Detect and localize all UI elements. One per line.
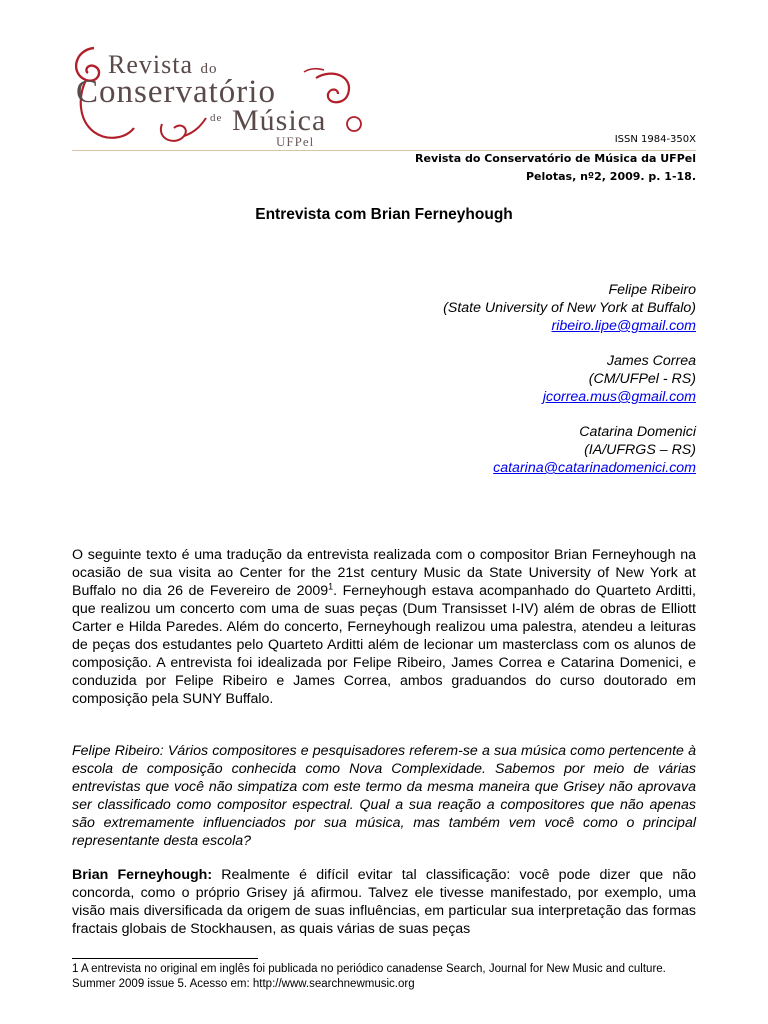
author-affiliation: (State University of New York at Buffalo) <box>443 300 696 316</box>
author-list <box>443 281 696 494</box>
author-affiliation: (CM/UFPel - RS) <box>588 371 696 387</box>
logo-line-revista: Revista do <box>108 50 218 79</box>
issue-info: Pelotas, nº2, 2009. p. 1-18. <box>526 170 696 183</box>
intro-paragraph <box>72 546 696 708</box>
journal-name: Revista do Conservatório de Música da UFPel <box>415 152 696 165</box>
author-block <box>443 281 696 335</box>
author-affiliation: (IA/UFRGS – RS) <box>584 442 696 458</box>
speaker-label: Brian Ferneyhough: <box>72 867 213 883</box>
author-email-link[interactable]: catarina@catarinadomenici.com <box>493 460 696 476</box>
author-email-link[interactable]: jcorrea.mus@gmail.com <box>542 389 696 405</box>
footnote-rule <box>72 958 258 959</box>
author-name: Catarina Domenici <box>579 424 696 440</box>
header-rule <box>72 150 696 151</box>
issn-text: ISSN 1984-350X <box>614 134 696 145</box>
footnote-reference[interactable]: 1 <box>328 581 334 592</box>
author-email-link[interactable]: ribeiro.lipe@gmail.com <box>551 318 696 334</box>
author-block <box>443 423 696 477</box>
logo-line-de: de <box>210 112 223 124</box>
logo-line-conservatorio: Conservatório <box>76 74 276 110</box>
author-block <box>443 352 696 406</box>
logo-line-ufpel: UFPel <box>276 134 315 149</box>
question-paragraph: Felipe Ribeiro: Vários compositores e pesquisadores referem-se a sua música como pertencente à escola de composição conhecida como Nova Complexidade. Sabemos por meio de várias entrevistas que você não simpatiza com este termo da mesma maneira que Grisey não aprovava ser classificado como compositor espectral. Qual a sua reação a compositores que não apenas são extremamente influenciados por sua música, mas também vem você como o principal representante desta escola? <box>72 743 696 849</box>
intro-text-part1: O seguinte texto é uma tradução da entrevista realizada com o compositor Brian Ferneyhough na ocasião de sua visita ao Center for the 21st century Music da State University of New York at Buffalo no dia 26 de Fevereiro de 2009 <box>72 547 696 599</box>
intro-text-part2: . Ferneyhough estava acompanhado do Quarteto Arditti, que realizou um concerto com uma de suas peças (Dum Transisset I-IV) além de obras de Elliott Carter e Hilda Paredes. Além do concerto, Ferneyhough realizou uma palestra, atendeu a leituras de peças dos estudantes pelo Quarteto Arditti além de lecionar um masterclass com os alunos de composição. A entrevista foi idealizada por Felipe Ribeiro, James Correa e Catarina Domenici, e conduzida por Felipe Ribeiro e James Correa, ambos graduandos do curso doutorado em composição pela SUNY Buffalo. <box>72 583 696 707</box>
answer-text: Realmente é difícil evitar tal classificação: você pode dizer que não concorda, como o próprio Grisey já afirmou. Talvez ele tivesse manifestado, por exemplo, uma visão mais diversificada da origem de suas influências, em particular sua interpretação das formas fractais globais de Stockhausen, as quais várias de suas peças <box>72 867 696 937</box>
logo-line-musica: Música <box>232 104 327 137</box>
author-name: Felipe Ribeiro <box>608 282 696 298</box>
footnote: 1 A entrevista no original em inglês foi publicada no periódico canadense Search, Journal for New Music and culture. Summer 2009 issue 5. Acesso em: http://www.searchnewmusic.org <box>72 963 666 990</box>
author-name: James Correa <box>606 353 696 369</box>
article-title: Entrevista com Brian Ferneyhough <box>255 206 513 223</box>
answer-paragraph <box>72 866 696 938</box>
journal-logo <box>64 40 364 152</box>
